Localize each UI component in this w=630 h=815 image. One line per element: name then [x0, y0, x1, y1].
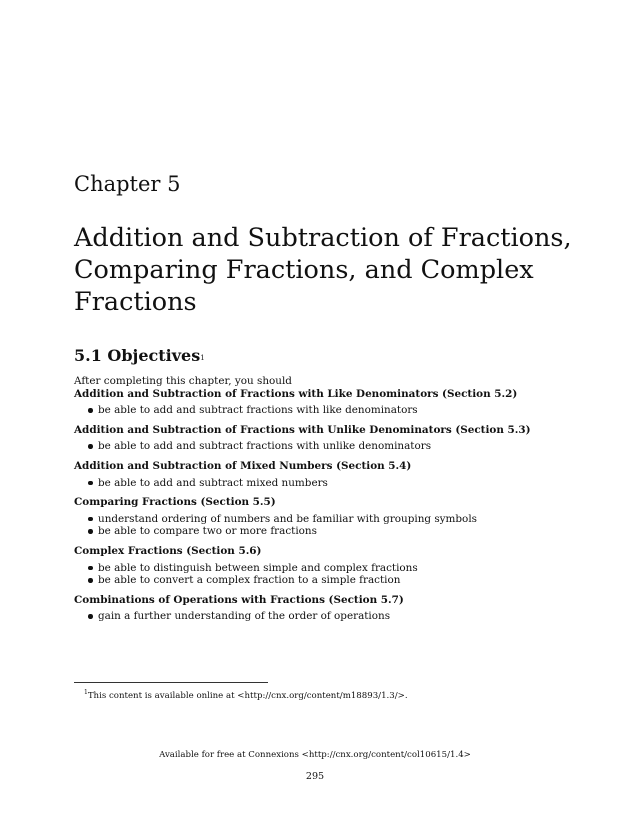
chapter-title: Addition and Subtraction of Fractions, Comparing Fractions, and Complex Fractions — [74, 223, 572, 317]
objective-item: be able to add and subtract fractions with unlike denominators — [74, 440, 554, 453]
objective-list — [74, 440, 554, 453]
page-footer[interactable]: Available for free at Connexions <http://cnx.org/content/col10615/1.4> — [159, 750, 471, 760]
objective-item: be able to compare two or more fractions — [74, 525, 554, 538]
objectives-content — [74, 375, 554, 630]
objective-heading: Combinations of Operations with Fractions (Section 5.7) — [74, 593, 404, 606]
objective-list — [74, 513, 554, 538]
objective-heading: Complex Fractions (Section 5.6) — [74, 544, 262, 557]
objective-item: be able to convert a complex fraction to a simple fraction — [74, 574, 554, 587]
objective-group — [74, 388, 554, 417]
objective-group — [74, 594, 554, 623]
objective-item: be able to add and subtract fractions with like denominators — [74, 404, 554, 417]
objective-list — [74, 477, 554, 490]
objective-list — [74, 562, 554, 587]
footnote — [84, 688, 408, 701]
objective-group — [74, 460, 554, 489]
objective-item: be able to distinguish between simple and complex fractions — [74, 562, 554, 575]
objective-heading: Addition and Subtraction of Mixed Numbers (Section 5.4) — [74, 459, 412, 472]
objective-group — [74, 545, 554, 587]
objective-item: understand ordering of numbers and be familiar with grouping symbols — [74, 513, 554, 526]
objective-heading: Addition and Subtraction of Fractions with Like Denominators (Section 5.2) — [74, 387, 518, 400]
objective-list — [74, 610, 554, 623]
objective-group — [74, 424, 554, 453]
section-title-text: 5.1 Objectives — [74, 346, 201, 365]
footnote-ref[interactable]: 1 — [200, 354, 205, 362]
page-number: 295 — [305, 771, 325, 782]
objective-heading: Addition and Subtraction of Fractions with Unlike Denominators (Section 5.3) — [74, 423, 531, 436]
objective-group — [74, 496, 554, 538]
objective-list — [74, 404, 554, 417]
footnote-mark: 1 — [84, 689, 88, 696]
section-title — [74, 346, 205, 366]
objective-heading: Comparing Fractions (Section 5.5) — [74, 496, 276, 509]
objective-item: gain a further understanding of the order of operations — [74, 610, 554, 623]
intro-text: After completing this chapter, you should — [74, 375, 292, 387]
objective-item: be able to add and subtract mixed numbers — [74, 477, 554, 490]
footnote-text[interactable]: This content is available online at <http://cnx.org/content/m18893/1.3/>. — [87, 690, 408, 701]
footnote-divider — [74, 682, 268, 683]
chapter-label: Chapter 5 — [74, 172, 181, 196]
